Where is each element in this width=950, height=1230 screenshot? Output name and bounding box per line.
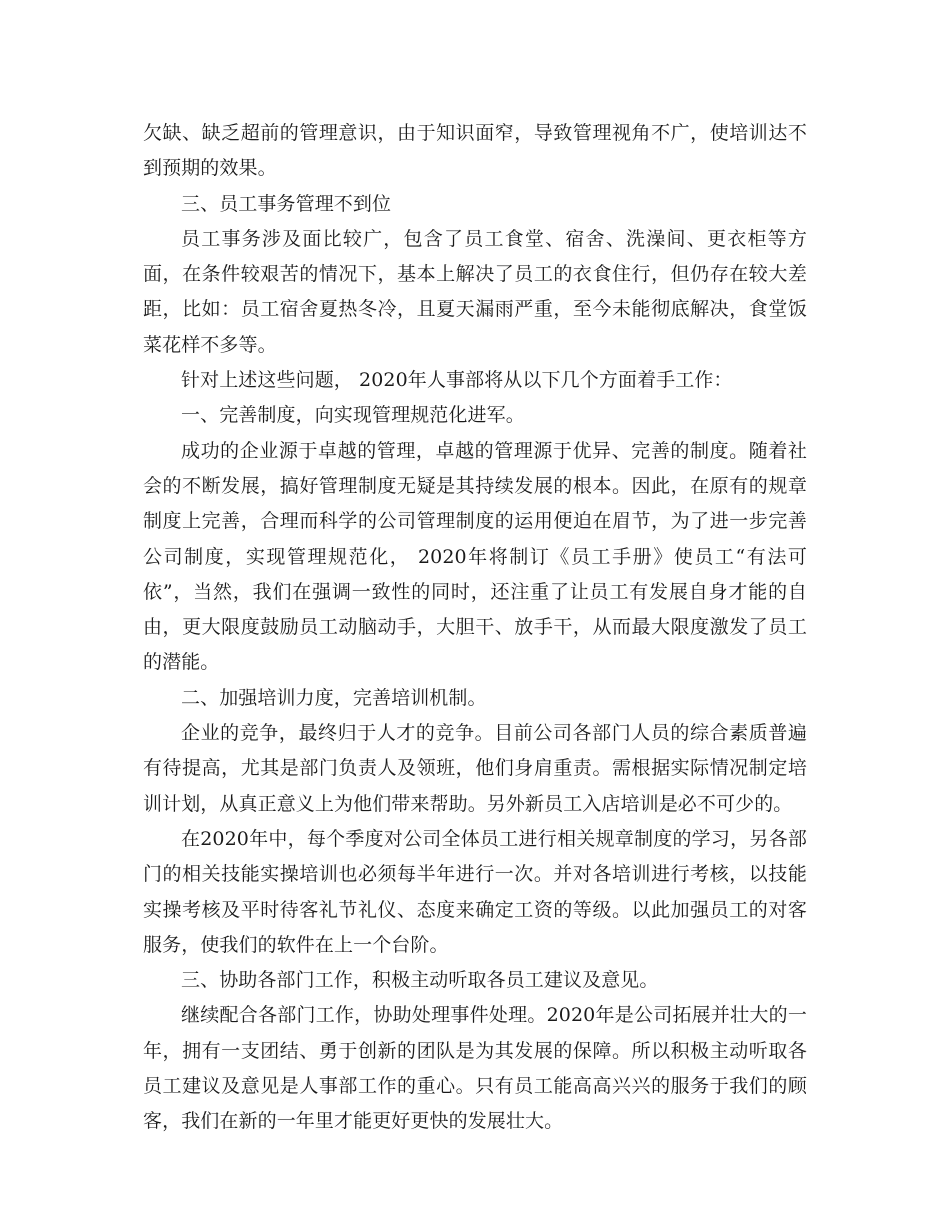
paragraph-7-heading: 二、加强培训力度，完善培训机制。 [181, 686, 487, 709]
paragraph-11: 继续配合各部门工作，协助处理事件处理。2020年是公司拓展并壮大的一年，拥有一支团结、勇于创新的团队是为其发展的保障。所以积极主动听取各员工建议及意见是人事部工作的重心。只有员工能高高兴兴的服务于我们的顾客，我们在新的一年里才能更好更快的发展壮大。 [143, 1004, 807, 1133]
paragraph-10-heading: 三、协助各部门工作，积极主动听取各员工建议及意见。 [181, 969, 659, 992]
paragraph-4: 针对上述这些问题， 2020年人事部将从以下几个方面着手工作： [181, 369, 733, 392]
document-body [143, 116, 807, 1140]
paragraph-6: 成功的企业源于卓越的管理，卓越的管理源于优异、完善的制度。随着社会的不断发展，搞好管理制度无疑是其持续发展的根本。因此，在原有的规章制度上完善，合理而科学的公司管理制度的运用便迫在眉节，为了进一步完善公司制度，实现管理规范化， 2020年将制订《员工手册》使员工“有法可依”，当然，我们在强调一致性的同时，还注重了让员工有发展自身才能的自由，更大限度鼓励员工动脑动手，大胆干、放手干，从而最大限度激发了员工的潜能。 [143, 439, 807, 674]
paragraph-8: 企业的竞争，最终归于人才的竞争。目前公司各部门人员的综合素质普遍有待提高，尤其是部门负责人及领班，他们身肩重责。需根据实际情况制定培训计划，从真正意义上为他们带来帮助。另外新员工入店培训是必不可少的。 [143, 722, 807, 815]
paragraph-2-heading: 三、员工事务管理不到位 [181, 192, 392, 215]
paragraph-3: 员工事务涉及面比较广，包含了员工食堂、宿舍、洗澡间、更衣柜等方面，在条件较艰苦的情况下，基本上解决了员工的衣食住行，但仍存在较大差距，比如：员工宿舍夏热冬冷，且夏天漏雨严重，至今未能彻底解决，食堂饭菜花样不多等。 [143, 227, 807, 356]
paragraph-1: 欠缺、缺乏超前的管理意识，由于知识面窄，导致管理视角不广，使培训达不到预期的效果。 [143, 122, 807, 180]
paragraph-9: 在2020年中，每个季度对公司全体员工进行相关规章制度的学习，另各部门的相关技能实操培训也必须每半年进行一次。并对各培训进行考核，以技能实操考核及平时待客礼节礼仪、态度来确定工资的等级。以此加强员工的对客服务，使我们的软件在上一个台阶。 [143, 827, 807, 956]
paragraph-5-heading: 一、完善制度，向实现管理规范化进军。 [181, 404, 525, 427]
